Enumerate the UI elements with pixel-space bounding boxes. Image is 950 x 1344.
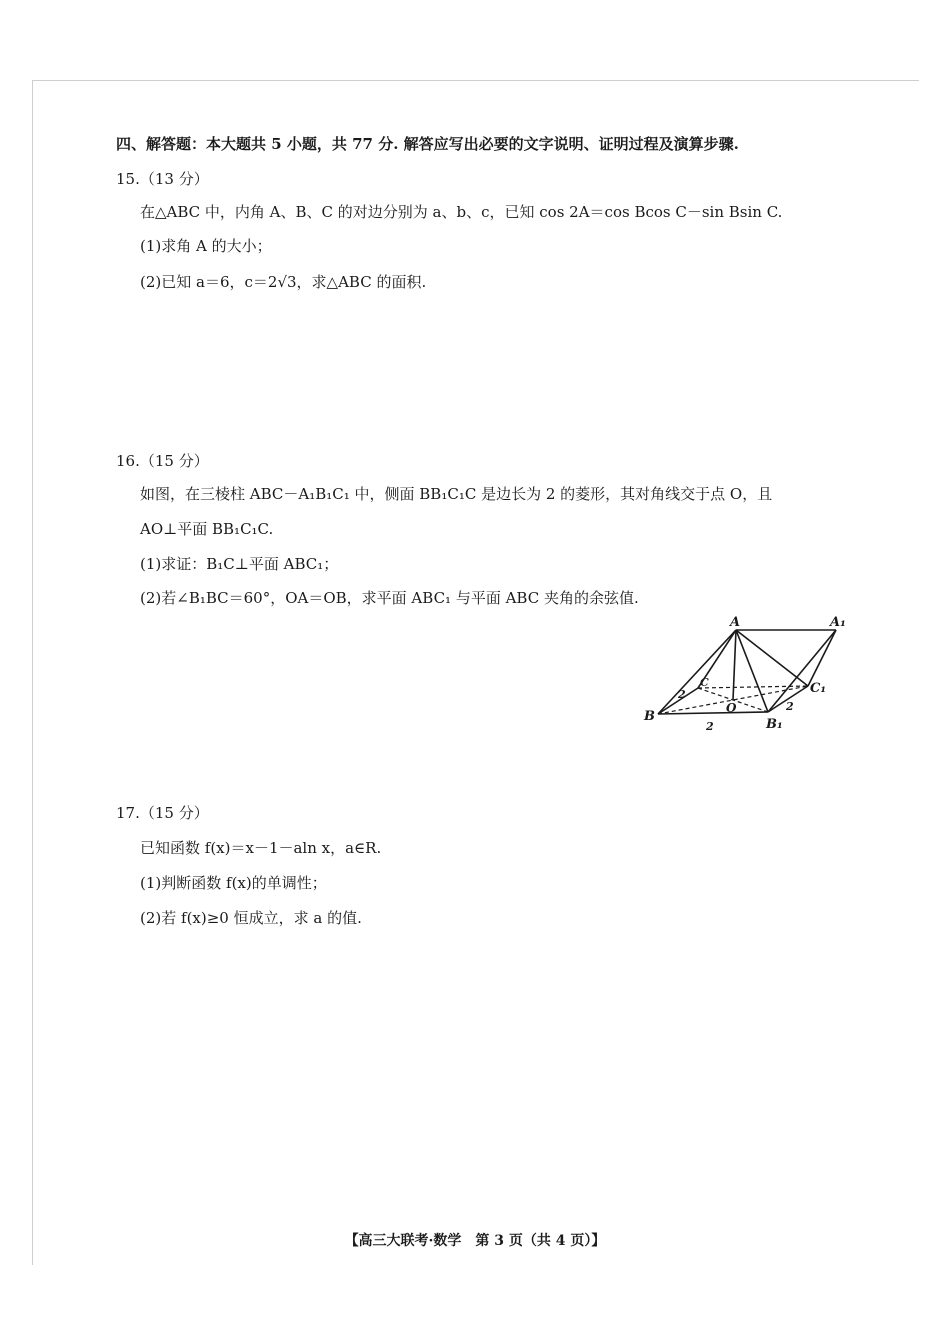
edge-a1-b1	[768, 630, 836, 712]
prism-figure	[640, 612, 860, 740]
q15-part1: (1)求角 A 的大小；	[140, 237, 272, 255]
q15-stem: 在△ABC 中，内角 A、B、C 的对边分别为 a、b、c，已知 cos 2A＝cos Bcos C－sin Bsin C.	[140, 203, 783, 221]
edge-a-b	[658, 630, 736, 714]
q16-header: 16.（15 分）	[116, 452, 209, 470]
label-b1: B₁	[766, 717, 783, 732]
label-o: O	[726, 701, 737, 715]
section-title: 四、解答题：本大题共 5 小题，共 77 分. 解答应写出必要的文字说明、证明过程及演算步骤.	[116, 135, 739, 153]
q16-part2: (2)若∠B₁BC＝60°，OA＝OB，求平面 ABC₁ 与平面 ABC 夹角的余弦值.	[140, 589, 639, 607]
edge-c-c1-hidden	[698, 686, 808, 688]
label-a1: A₁	[830, 615, 846, 630]
q17-part2: (2)若 f(x)≥0 恒成立，求 a 的值.	[140, 909, 362, 927]
edge-b-b1	[658, 712, 768, 714]
q17-stem: 已知函数 f(x)＝x－1－aln x，a∈R.	[140, 839, 382, 857]
q16-part1: (1)求证：B₁C⊥平面 ABC₁；	[140, 555, 339, 573]
q17-header: 17.（15 分）	[116, 804, 209, 822]
q17-part1: (1)判断函数 f(x)的单调性；	[140, 874, 327, 892]
q15-part2: (2)已知 a＝6，c＝2√3，求△ABC 的面积.	[140, 273, 427, 291]
page-footer: 【高三大联考·数学 第 3 页（共 4 页）】	[344, 1233, 606, 1249]
label-c: C	[700, 676, 709, 689]
label-a: A	[730, 615, 741, 630]
label-edge-b1c1: 2	[786, 700, 794, 713]
segment-a-o	[733, 630, 736, 700]
q15-header: 15.（13 分）	[116, 170, 209, 188]
label-c1: C₁	[810, 681, 827, 696]
label-b: B	[644, 709, 655, 724]
q16-stem-line2: AO⊥平面 BB₁C₁C.	[140, 520, 274, 538]
label-edge-bb1: 2	[706, 720, 714, 733]
q16-stem-line1: 如图，在三棱柱 ABC－A₁B₁C₁ 中，侧面 BB₁C₁C 是边长为 2 的菱形，其对角线交于点 O，且	[140, 485, 773, 503]
label-edge-bc: 2	[678, 688, 686, 701]
